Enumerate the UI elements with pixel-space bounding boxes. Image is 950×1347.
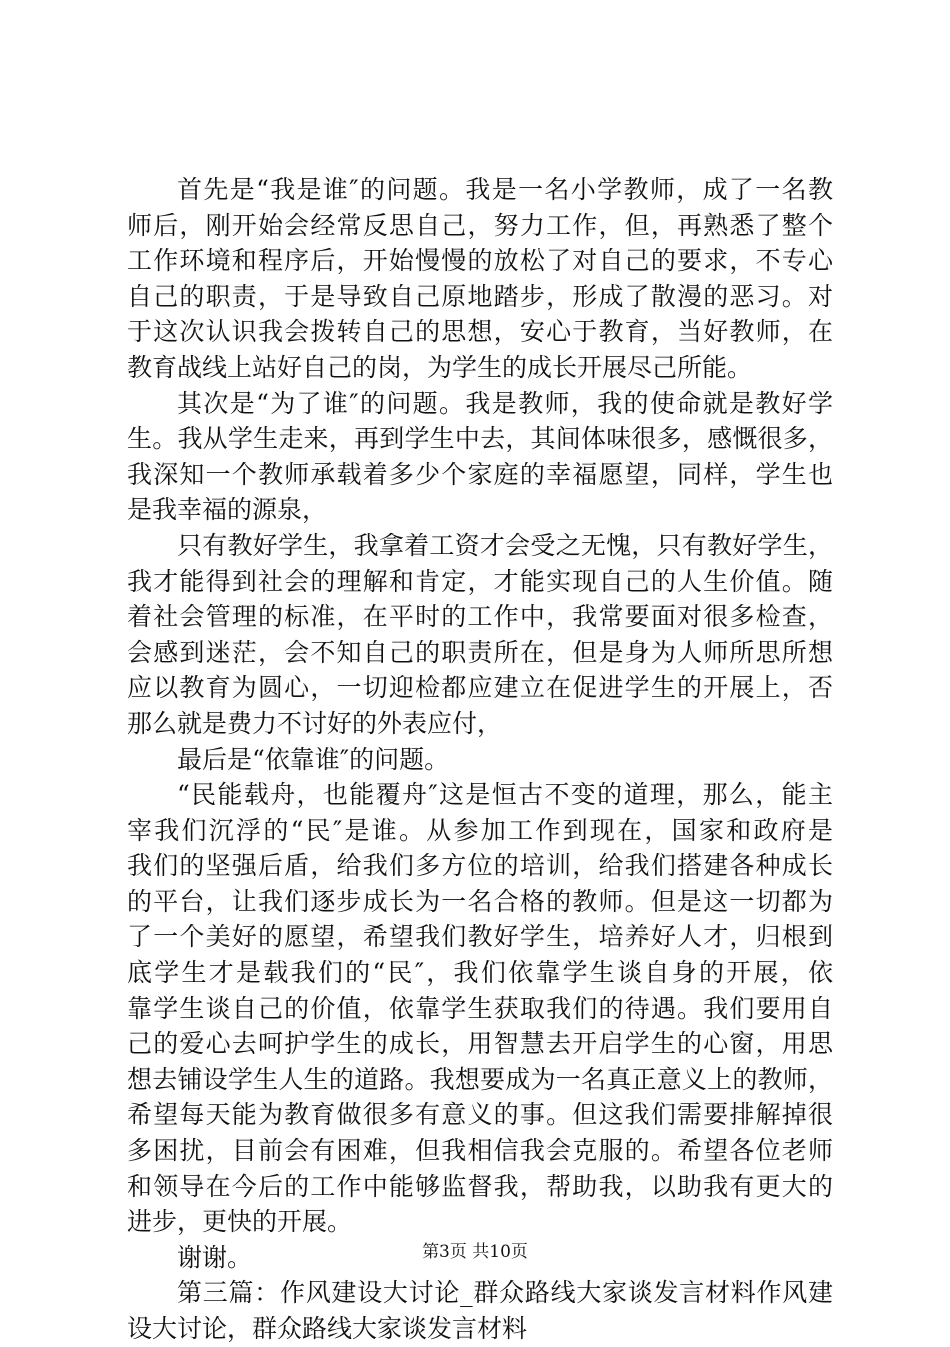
paragraph-line: 进步，更快的开展。 bbox=[127, 1207, 353, 1237]
paragraph-line: 那么就是费力不讨好的外表应付， bbox=[127, 708, 503, 738]
paragraph-line: 于这次认识我会拨转自己的思想，安心于教育，当好教师，在 bbox=[127, 317, 833, 347]
paragraph-line: 多困扰，目前会有困难，但我相信我会克服的。希望各位老师 bbox=[127, 1136, 833, 1166]
paragraph-line: 生。我从学生走来，再到学生中去，其间体味很多，感慨很多， bbox=[127, 424, 833, 454]
paragraph-line: 应以教育为圆心，一切迎检都应建立在促进学生的开展上，否 bbox=[127, 673, 833, 703]
page-number-label: 第3页 共10页 bbox=[422, 1242, 528, 1262]
paragraph-line: 师后，刚开始会经常反思自己，努力工作，但，再熟悉了整个 bbox=[127, 210, 833, 240]
paragraph-line: 我们的坚强后盾，给我们多方位的培训，给我们搭建各种成长 bbox=[127, 851, 833, 881]
paragraph-line: 我才能得到社会的理解和肯定，才能实现自己的人生价值。随 bbox=[127, 566, 833, 596]
section-heading-line: 设大讨论，群众路线大家谈发言材料 bbox=[127, 1314, 528, 1343]
section-heading-line: 第三篇：作风建设大讨论_群众路线大家谈发言材料作风建 bbox=[177, 1278, 833, 1308]
paragraph-line: 工作环境和程序后，开始慢慢的放松了对自己的要求，不专心 bbox=[127, 246, 833, 276]
paragraph-line: 教育战线上站好自己的岗，为学生的成长开展尽己所能。 bbox=[127, 352, 753, 382]
paragraph-line: 底学生才是载我们的“民″，我们依靠学生谈自身的开展，依 bbox=[127, 958, 833, 988]
paragraph-line: 了一个美好的愿望，希望我们教好学生，培养好人才，归根到 bbox=[127, 922, 833, 952]
paragraph-line: 希望每天能为教育做很多有意义的事。但这我们需要排解掉很 bbox=[127, 1100, 833, 1130]
paragraph-line: 我深知一个教师承载着多少个家庭的幸福愿望，同样，学生也 bbox=[127, 459, 833, 489]
paragraph-line: 和领导在今后的工作中能够监督我，帮助我，以助我有更大的 bbox=[127, 1171, 833, 1201]
paragraph-line: 只有教好学生，我拿着工资才会受之无愧，只有教好学生， bbox=[177, 530, 833, 560]
paragraph-line: 自己的职责，于是导致自己原地踏步，形成了散漫的恶习。对 bbox=[127, 281, 833, 311]
paragraph-line: 己的爱心去呵护学生的成长，用智慧去开启学生的心窗，用思 bbox=[127, 1029, 833, 1059]
paragraph-line: 会感到迷茫，会不知自己的职责所在，但是身为人师所思所想 bbox=[127, 637, 833, 667]
paragraph-line: 最后是“依靠谁″的问题。 bbox=[177, 744, 450, 774]
paragraph-line: 其次是“为了谁″的问题。我是教师，我的使命就是教好学 bbox=[177, 388, 833, 418]
paragraph-line: 靠学生谈自己的价值，依靠学生获取我们的待遇。我们要用自 bbox=[127, 993, 833, 1023]
paragraph-line: 是我幸福的源泉， bbox=[127, 495, 328, 525]
paragraph-line: 宰我们沉浮的“民″是谁。从参加工作到现在，国家和政府是 bbox=[127, 815, 833, 845]
paragraph-line: 着社会管理的标准，在平时的工作中，我常要面对很多检查， bbox=[127, 602, 833, 632]
paragraph-line: “民能载舟，也能覆舟″这是恒古不变的道理，那么，能主 bbox=[177, 780, 833, 810]
page-footer bbox=[0, 1240, 950, 1264]
paragraph-line: 想去铺设学生人生的道路。我想要成为一名真正意义上的教师， bbox=[127, 1064, 833, 1094]
paragraph-line: 首先是“我是谁″的问题。我是一名小学教师，成了一名教 bbox=[177, 175, 833, 204]
paragraph-line: 的平台，让我们逐步成长为一名合格的教师。但是这一切都为 bbox=[127, 886, 833, 916]
paragraph-line: 谢谢。 bbox=[177, 1242, 253, 1272]
document-body bbox=[127, 172, 833, 1347]
